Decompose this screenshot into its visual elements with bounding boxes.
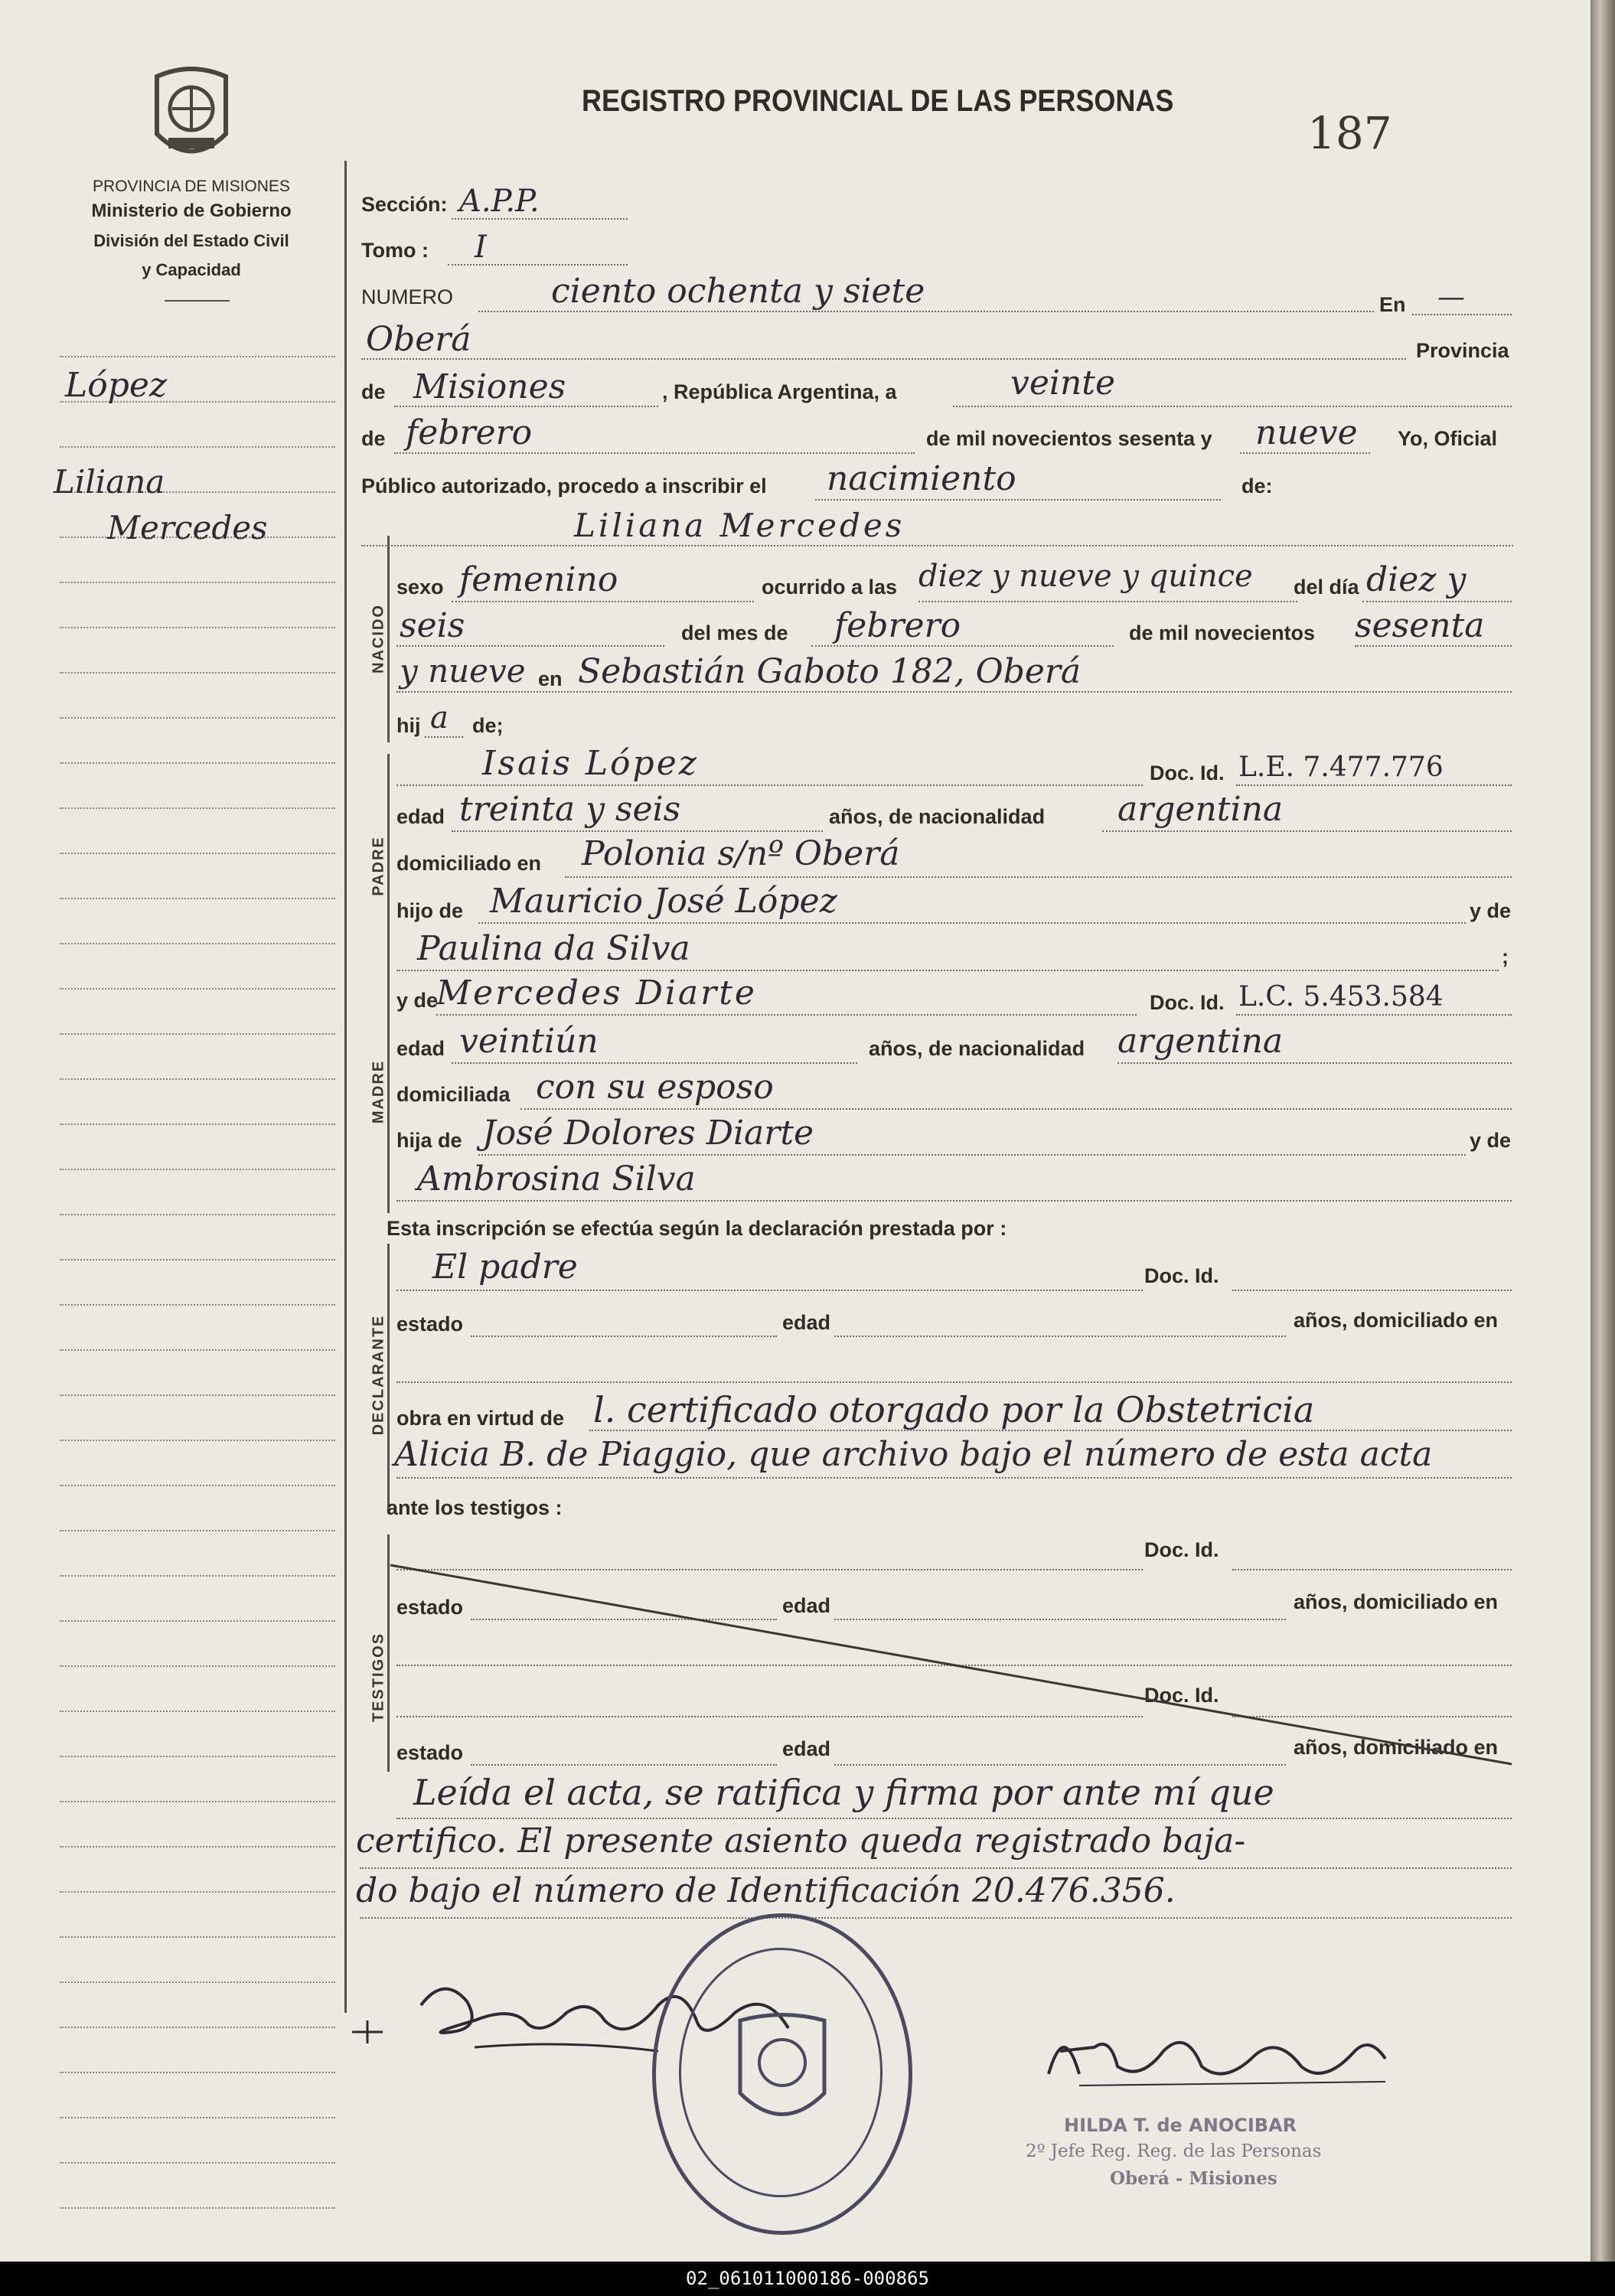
padre-dom-value: Polonia s/nº Oberá [582, 834, 900, 873]
margin-ruled-line [60, 898, 335, 899]
margin-ruled-line [60, 1936, 335, 1938]
madre-edad-label: edad [396, 1037, 445, 1060]
declarante-edad-label: edad [782, 1311, 831, 1334]
padre-semicolon: ; [1502, 945, 1509, 968]
officer-stamp-place: Oberá - Misiones [1110, 2168, 1277, 2189]
yo-oficial-label: Yo, Oficial [1398, 427, 1498, 450]
book-binding [1591, 0, 1615, 2262]
testigo1-doc-label: Doc. Id. [1144, 1538, 1219, 1561]
madre-nac-value: argentina [1117, 1022, 1284, 1061]
margin-ruled-line [60, 1304, 335, 1306]
margin-ruled-line [60, 2027, 335, 2028]
obra-value-1: l. certificado otorgado por la Obstetricia [593, 1389, 1315, 1430]
margin-ruled-line [60, 1665, 335, 1667]
margin-ruled-line [60, 2207, 335, 2209]
testigo2-edad-label: edad [782, 1737, 831, 1760]
margin-ruled-line [60, 1259, 335, 1261]
margin-ruled-line [60, 1169, 335, 1170]
margin-ruled-line [60, 1801, 335, 1802]
margin-ruled-line [60, 717, 335, 719]
page-title: REGISTRO PROVINCIAL DE LAS PERSONAS [582, 84, 1174, 118]
en-value: — [1437, 282, 1465, 313]
margin-ruled-line [60, 807, 335, 809]
margin-ruled-line [60, 1846, 335, 1848]
margin-ruled-line [60, 446, 335, 448]
madre-edad-value: veintiún [459, 1022, 599, 1061]
acto-value: nacimiento [827, 459, 1016, 498]
margin-ruled-line [60, 1711, 335, 1712]
margin-ruled-line [60, 1214, 335, 1215]
testigo1-dom-label: años, domiciliado en [1294, 1590, 1499, 1613]
nacido-label: NACIDO [370, 604, 387, 673]
margin-ruled-line [60, 988, 335, 990]
declarante-label: DECLARANTE [370, 1314, 387, 1436]
testigos-label-text: ante los testigos : [387, 1496, 563, 1519]
padre-dom-label: domiciliado en [396, 852, 542, 875]
margin-ruled-line [60, 2072, 335, 2073]
madre-nac-label: años, de nacionalidad [869, 1037, 1085, 1060]
officer-stamp-name: HILDA T. de ANOCIBAR [1064, 2115, 1297, 2136]
anio-value: nueve [1255, 413, 1358, 452]
margin-ruled-line [60, 2117, 335, 2118]
margin-ruled-line [60, 1440, 335, 1441]
mes-nac-value: febrero [834, 606, 961, 645]
padre-label: PADRE [370, 836, 387, 896]
padre-edad-value: treinta y seis [459, 790, 681, 829]
madre-dom-label: domiciliada [396, 1083, 511, 1106]
hij-suffix-value: a [430, 700, 449, 735]
image-id-footer: 02_061011000186-000865 [0, 2262, 1615, 2296]
de-label-2: de [361, 427, 386, 450]
madre-y-de-label-2: y de [1470, 1129, 1512, 1152]
padre-hijo-de-label: hijo de [396, 899, 463, 922]
cierre-line-3: do bajo el número de Identificación 20.476.356. [356, 1871, 1176, 1910]
seccion-value: A.P.P. [459, 184, 540, 219]
padre-nac-value: argentina [1117, 790, 1284, 829]
testigo1-estado-label: estado [396, 1596, 464, 1619]
de-colon-label: de: [1241, 475, 1273, 497]
padre-nombre-value: Isais López [482, 744, 699, 783]
margin-ruled-line [60, 762, 335, 764]
margin-ruled-line [60, 2162, 335, 2164]
officer-stamp-title: 2º Jefe Reg. Reg. de las Personas [1026, 2141, 1322, 2161]
testigos-label: TESTIGOS [370, 1632, 387, 1723]
hora-value: diez y nueve y quince [918, 559, 1253, 594]
testigo2-estado-label: estado [396, 1741, 464, 1764]
padre-nac-label: años, de nacionalidad [829, 805, 1046, 828]
ocurrido-label: ocurrido a las [762, 576, 898, 598]
margin-ruled-line [60, 943, 335, 944]
padre-edad-label: edad [396, 805, 445, 828]
mes-value: febrero [406, 413, 533, 452]
declarante-dom-label: años, domiciliado en [1294, 1309, 1499, 1332]
provincia-value: Misiones [413, 367, 566, 406]
margin-ruled-line [60, 1394, 335, 1396]
anio-nac-value-1: sesenta [1355, 606, 1485, 645]
cancel-line [387, 1561, 1519, 1768]
margin-ruled-line [60, 1575, 335, 1577]
margin-ruled-line [60, 1485, 335, 1486]
madre-nombre-value: Mercedes Diarte [436, 974, 757, 1013]
margin-ruled-line [60, 1620, 335, 1622]
mil-sesenta-label: de mil novecientos sesenta y [926, 427, 1212, 450]
de-semicolon-label: de; [472, 714, 504, 737]
madre-y-de-label: y de [396, 989, 439, 1012]
lugar-value: Oberá [366, 320, 471, 359]
del-mes-label: del mes de [681, 621, 788, 644]
obra-label: obra en virtud de [396, 1407, 565, 1430]
testigo1-edad-label: edad [782, 1594, 831, 1617]
madre-dom-value: con su esposo [536, 1068, 774, 1107]
capacity-label: y Capacidad [142, 260, 241, 279]
madre-label: MADRE [370, 1059, 387, 1124]
margin-ruled-line [60, 1530, 335, 1531]
tomo-label: Tomo : [361, 239, 429, 262]
margin-surname: López [65, 366, 168, 405]
sexo-label: sexo [396, 576, 444, 598]
margin-given-name-2: Mercedes [107, 509, 268, 546]
margin-ruled-line [60, 672, 335, 673]
provincia-label: Provincia [1416, 339, 1509, 362]
testigo2-dom-label: años, domiciliado en [1294, 1736, 1499, 1759]
madre-hija-de-label: hija de [396, 1129, 462, 1152]
en-label-2: en [538, 667, 563, 690]
declaracion-label: Esta inscripción se efectúa según la declaración prestada por : [387, 1217, 1007, 1240]
declarante-doc-label: Doc. Id. [1144, 1264, 1219, 1287]
madre-padre-value: José Dolores Diarte [482, 1114, 814, 1153]
margin-ruled-line [60, 582, 335, 583]
margin-ruled-line [60, 1078, 335, 1080]
divider [165, 300, 230, 302]
declarante-estado-label: estado [396, 1313, 464, 1336]
obra-value-2: Alicia B. de Piaggio, que archivo bajo el número de esta acta [394, 1435, 1433, 1474]
margin-ruled-line [60, 356, 335, 357]
division-label: División del Estado Civil [93, 231, 289, 250]
official-stamp [652, 1913, 912, 2235]
numero-value: ciento ochenta y siete [551, 272, 925, 311]
mil-nov-label: de mil novecientos [1129, 621, 1316, 644]
officer-signature [1033, 2013, 1401, 2097]
cierre-line-1: Leída el acta, se ratifica y firma por ante mí que [413, 1772, 1274, 1813]
de-label: de [361, 380, 386, 403]
margin-ruled-line [60, 1124, 335, 1125]
cierre-line-2: certifico. El presente asiento queda registrado baja- [356, 1821, 1246, 1861]
del-dia-label: del día [1294, 576, 1359, 598]
margin-ruled-line [60, 1981, 335, 1983]
madre-doc-value: L.C. 5.453.584 [1238, 981, 1444, 1013]
nombre-value: Liliana Mercedes [574, 507, 905, 544]
anio-nac-value-2: y nueve [400, 652, 526, 690]
sexo-value: femenino [459, 560, 618, 599]
margin-ruled-line [60, 627, 335, 628]
tomo-value: I [475, 230, 487, 265]
margin-ruled-line [60, 1349, 335, 1351]
lugar-nac-value: Sebastián Gaboto 182, Oberá [578, 652, 1082, 691]
province-label: PROVINCIA DE MISIONES [93, 178, 290, 195]
padre-doc-value: L.E. 7.477.776 [1238, 752, 1444, 783]
margin-separator [344, 161, 347, 2013]
republica-label: , República Argentina, a [662, 380, 897, 403]
padre-madre-value: Paulina da Silva [417, 929, 690, 968]
dia-nac-value-2: seis [400, 606, 465, 645]
madre-doc-label: Doc. Id. [1150, 991, 1225, 1014]
padre-y-de-label: y de [1470, 899, 1512, 922]
padre-padre-value: Mauricio José López [490, 882, 837, 921]
ministry-label: Ministerio de Gobierno [91, 201, 292, 221]
margin-ruled-line [60, 1756, 335, 1757]
padre-doc-label: Doc. Id. [1150, 762, 1225, 784]
dia-nac-value-1: diez y [1366, 560, 1467, 599]
margin-given-name-1: Liliana [54, 463, 165, 501]
margin-ruled-line [60, 1891, 335, 1893]
numero-label: NUMERO [361, 285, 453, 308]
margin-ruled-line [60, 853, 335, 854]
testigo2-doc-label: Doc. Id. [1144, 1684, 1219, 1707]
hij-label: hij [396, 714, 421, 737]
declarante-value: El padre [432, 1247, 578, 1287]
margin-ruled-line [60, 1033, 335, 1035]
page-number: 187 [1307, 107, 1392, 159]
en-label: En [1379, 293, 1406, 316]
madre-madre-value: Ambrosina Silva [417, 1159, 696, 1199]
dia-value: veinte [1010, 364, 1116, 403]
coat-of-arms-logo [142, 61, 241, 168]
publico-label: Público autorizado, procedo a inscribir el [361, 475, 767, 497]
seccion-label: Sección: [361, 193, 448, 216]
